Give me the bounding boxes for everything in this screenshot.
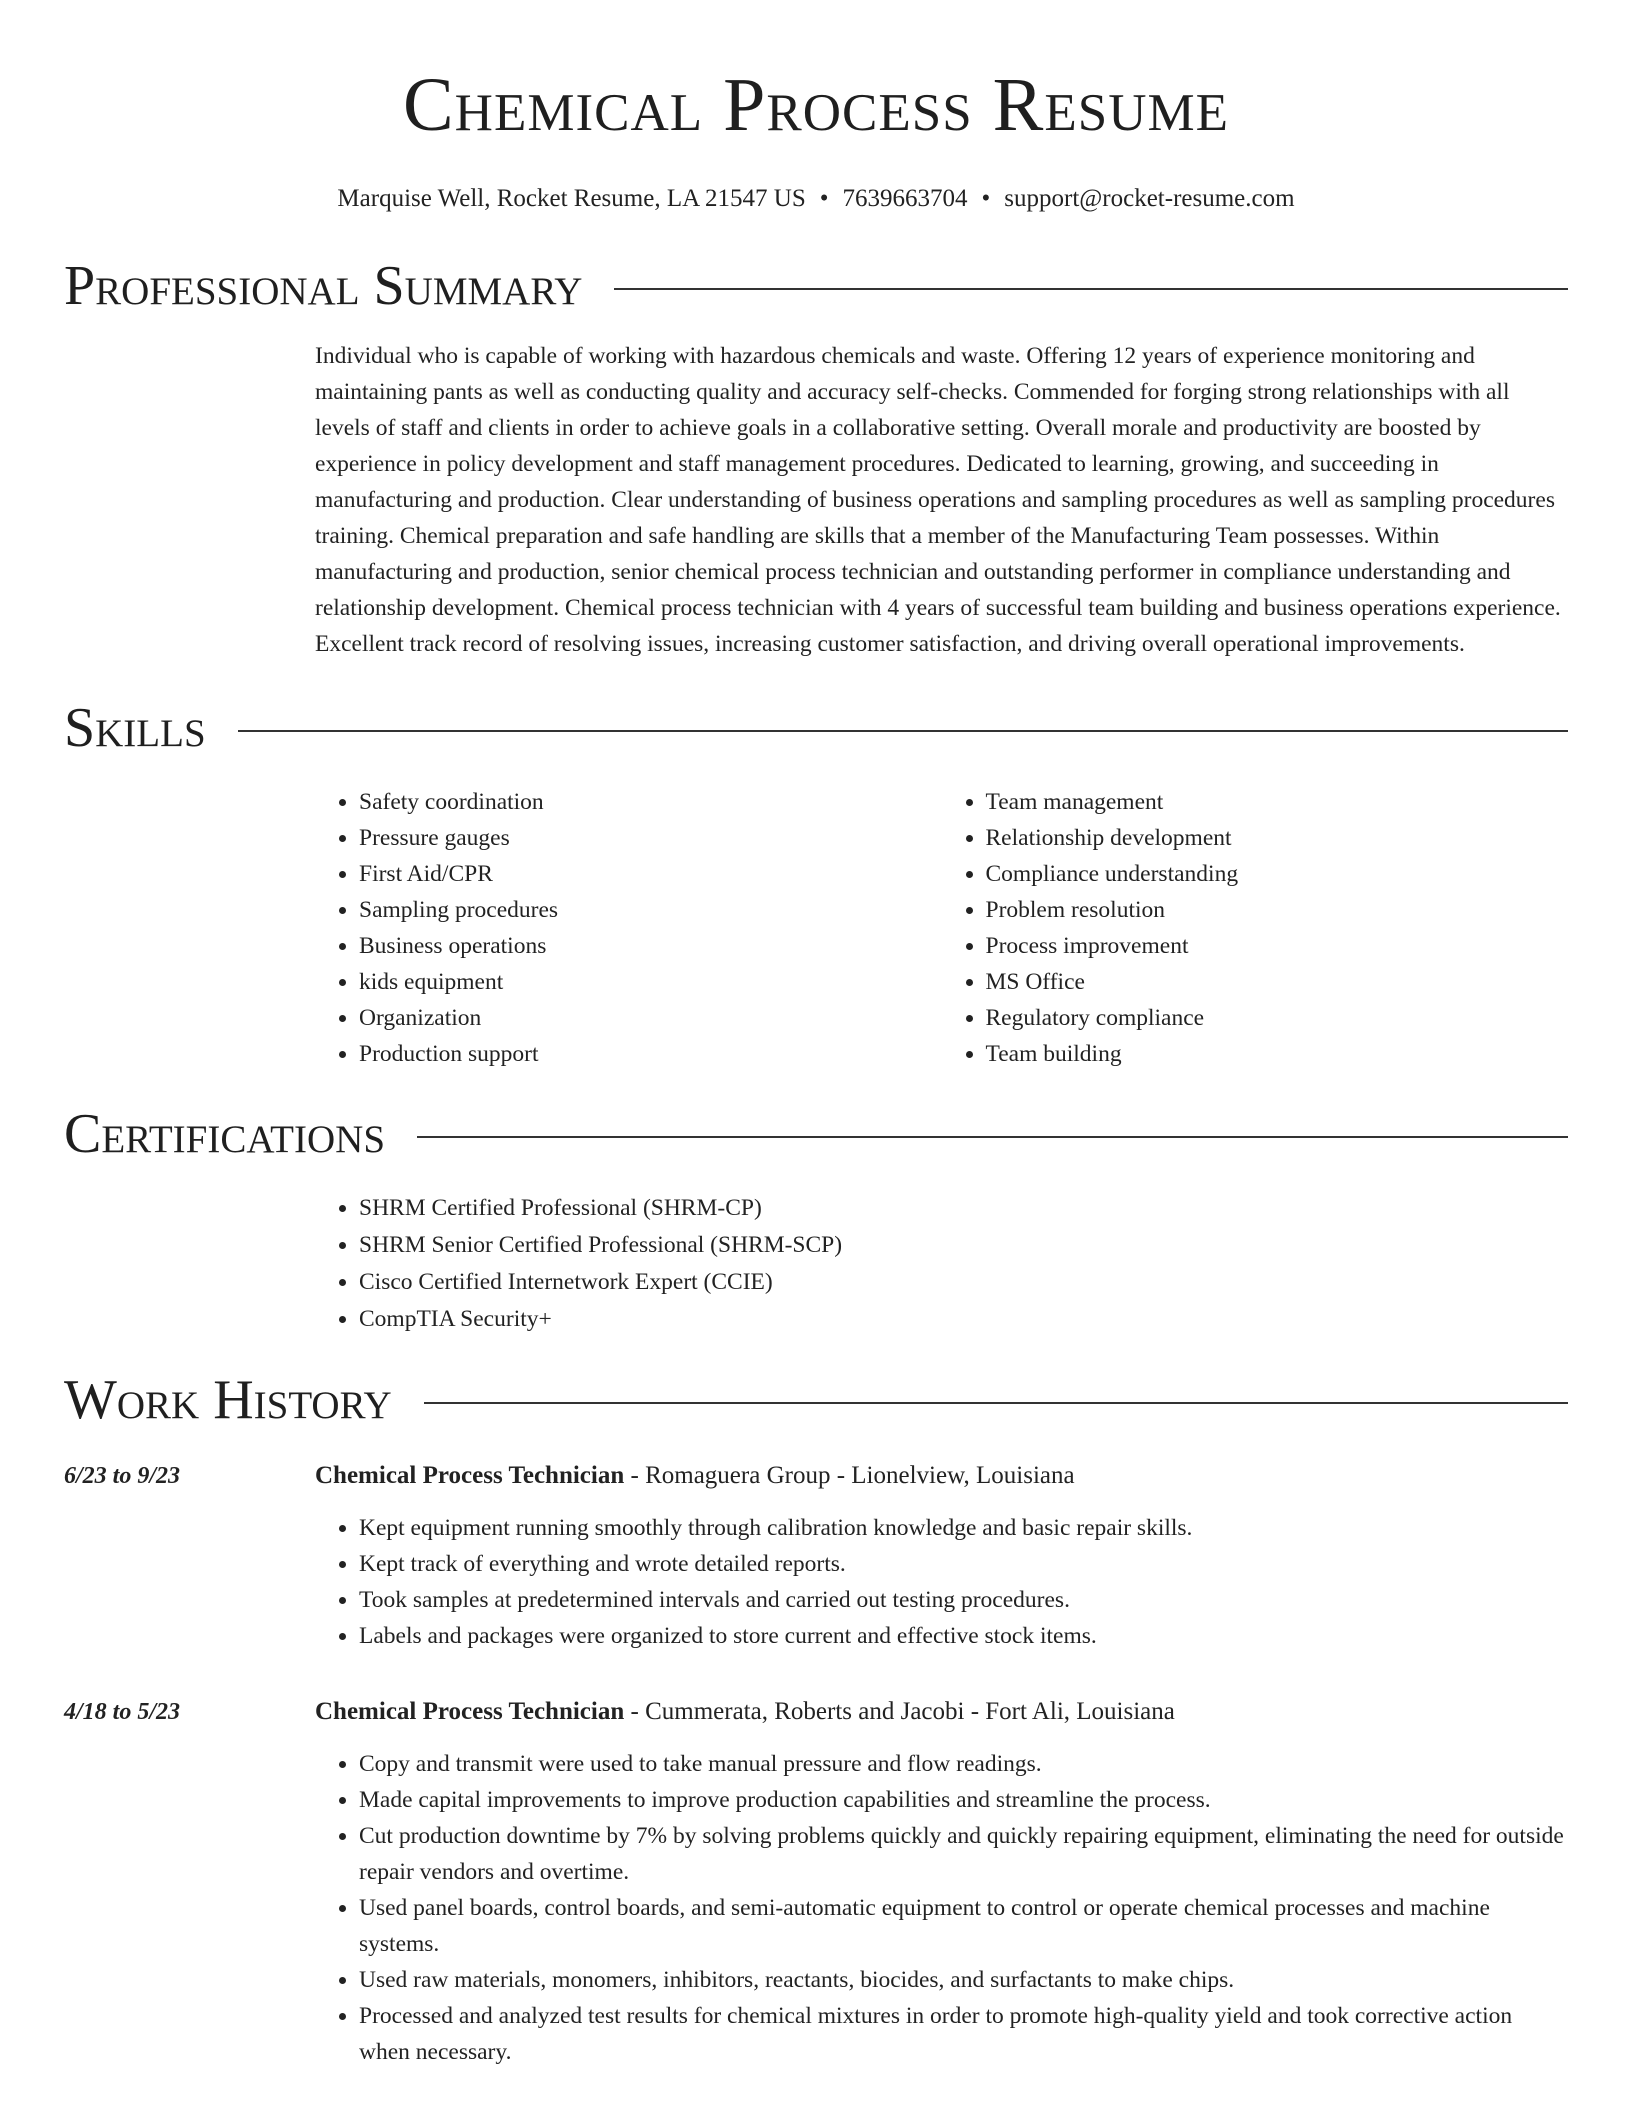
skill-item: • Relationship development (986, 820, 1569, 856)
job-bullet: • Used panel boards, control boards, and semi-automatic equipment to control or operate chemical processes and machine systems. (359, 1890, 1568, 1962)
contact-separator: • (819, 185, 829, 212)
job-bullet: • Labels and packages were organized to store current and effective stock items. (359, 1618, 1568, 1654)
skill-item: • MS Office (986, 964, 1569, 1000)
section-divider (238, 730, 1568, 732)
skill-item: • Team building (986, 1036, 1569, 1072)
skill-item: • Process improvement (986, 928, 1569, 964)
certification-item: • SHRM Certified Professional (SHRM-CP) (359, 1190, 1568, 1227)
job-bullet: • Made capital improvements to improve production capabilities and streamline the process. (359, 1782, 1568, 1818)
skill-item: • Problem resolution (986, 892, 1569, 928)
job-bullets (315, 1510, 1568, 1654)
skill-item: • First Aid/CPR (359, 856, 942, 892)
resume-title: Chemical Process Resume (402, 63, 1229, 147)
summary-section-header (64, 254, 1568, 318)
job-heading (315, 1694, 1568, 1730)
skills-heading: Skills (64, 697, 206, 759)
certification-item: • Cisco Certified Internetwork Expert (CCIE) (359, 1264, 1568, 1301)
contact-phone: 7639663704 (842, 185, 968, 212)
job-bullet: • Copy and transmit were used to take manual pressure and flow readings. (359, 1746, 1568, 1782)
section-divider (417, 1136, 1568, 1138)
work-history-heading: Work History (64, 1369, 392, 1431)
skill-item: • Pressure gauges (359, 820, 942, 856)
skill-item: • Regulatory compliance (986, 1000, 1569, 1036)
section-divider (614, 288, 1568, 290)
skill-item: • Business operations (359, 928, 942, 964)
certifications-heading: Certifications (64, 1103, 386, 1165)
skill-item: • kids equipment (359, 964, 942, 1000)
job-dates: 6/23 to 9/23 (64, 1463, 181, 1489)
job-bullet: • Cut production downtime by 7% by solving problems quickly and quickly repairing equipment, eliminating the need for outside repair vendors and overtime. (359, 1818, 1568, 1890)
job-bullet: • Kept equipment running smoothly through calibration knowledge and basic repair skills. (359, 1510, 1568, 1546)
work-history-section-header (64, 1368, 1568, 1432)
skills-section-header (64, 696, 1568, 760)
certifications-items (315, 1190, 1568, 1338)
contact-line (64, 182, 1568, 216)
job-title: Chemical Process Technician (315, 1698, 625, 1725)
skill-item: • Organization (359, 1000, 942, 1036)
job-entry (64, 1458, 1568, 1654)
summary-text: Individual who is capable of working with hazardous chemicals and waste. Offering 12 years of experience monitoring and maintaining pants as well as conducting quality and accuracy self-checks. Commended for forging strong relationships with all levels of staff and clients in order to achieve goals in a collaborative setting. Overall morale and productivity are boosted by experience in policy development and staff management procedures. Dedicated to learning, growing, and succeeding in manufacturing and production. Clear understanding of business operations and sampling procedures as well as sampling procedures training. Chemical preparation and safe handling are skills that a member of the Manufacturing Team possesses. Within manufacturing and production, senior chemical process technician and outstanding performer in compliance understanding and relationship development. Chemical process technician with 4 years of successful team building and business operations experience. Excellent track record of resolving issues, increasing customer satisfaction, and driving overall operational improvements. (315, 343, 1561, 657)
skill-item: • Safety coordination (359, 784, 942, 820)
summary-heading: Professional Summary (64, 255, 583, 317)
job-bullets (315, 1746, 1568, 2070)
certifications-section-header (64, 1102, 1568, 1166)
job-bullet: • Processed and analyzed test results for chemical mixtures in order to promote high-quality yield and took corrective action when necessary. (359, 1998, 1568, 2070)
job-content (315, 1694, 1568, 2070)
contact-email: support@rocket-resume.com (1004, 185, 1295, 212)
skills-column-right (942, 784, 1569, 1072)
skill-item: • Production support (359, 1036, 942, 1072)
job-employer: - Romaguera Group - Lionelview, Louisiana (624, 1462, 1075, 1489)
contact-address: Marquise Well, Rocket Resume, LA 21547 US (337, 185, 806, 212)
job-content (315, 1458, 1568, 1654)
skill-item: • Team management (986, 784, 1569, 820)
skills-list (315, 784, 1568, 1072)
job-bullet: • Took samples at predetermined intervals and carried out testing procedures. (359, 1582, 1568, 1618)
certifications-list (315, 1190, 1568, 1338)
job-bullet: • Used raw materials, monomers, inhibitors, reactants, biocides, and surfactants to make chips. (359, 1962, 1568, 1998)
job-entry (64, 1694, 1568, 2070)
skill-item: • Sampling procedures (359, 892, 942, 928)
skills-column-left (315, 784, 942, 1072)
section-divider (424, 1402, 1568, 1404)
job-dates: 4/18 to 5/23 (64, 1699, 181, 1725)
skill-item: • Compliance understanding (986, 856, 1569, 892)
contact-separator: • (981, 185, 991, 212)
job-bullet: • Kept track of everything and wrote detailed reports. (359, 1546, 1568, 1582)
certification-item: • SHRM Senior Certified Professional (SHRM-SCP) (359, 1227, 1568, 1264)
job-title: Chemical Process Technician (315, 1462, 625, 1489)
certification-item: • CompTIA Security+ (359, 1301, 1568, 1338)
job-employer: - Cummerata, Roberts and Jacobi - Fort Ali, Louisiana (624, 1698, 1175, 1725)
job-heading (315, 1458, 1568, 1494)
